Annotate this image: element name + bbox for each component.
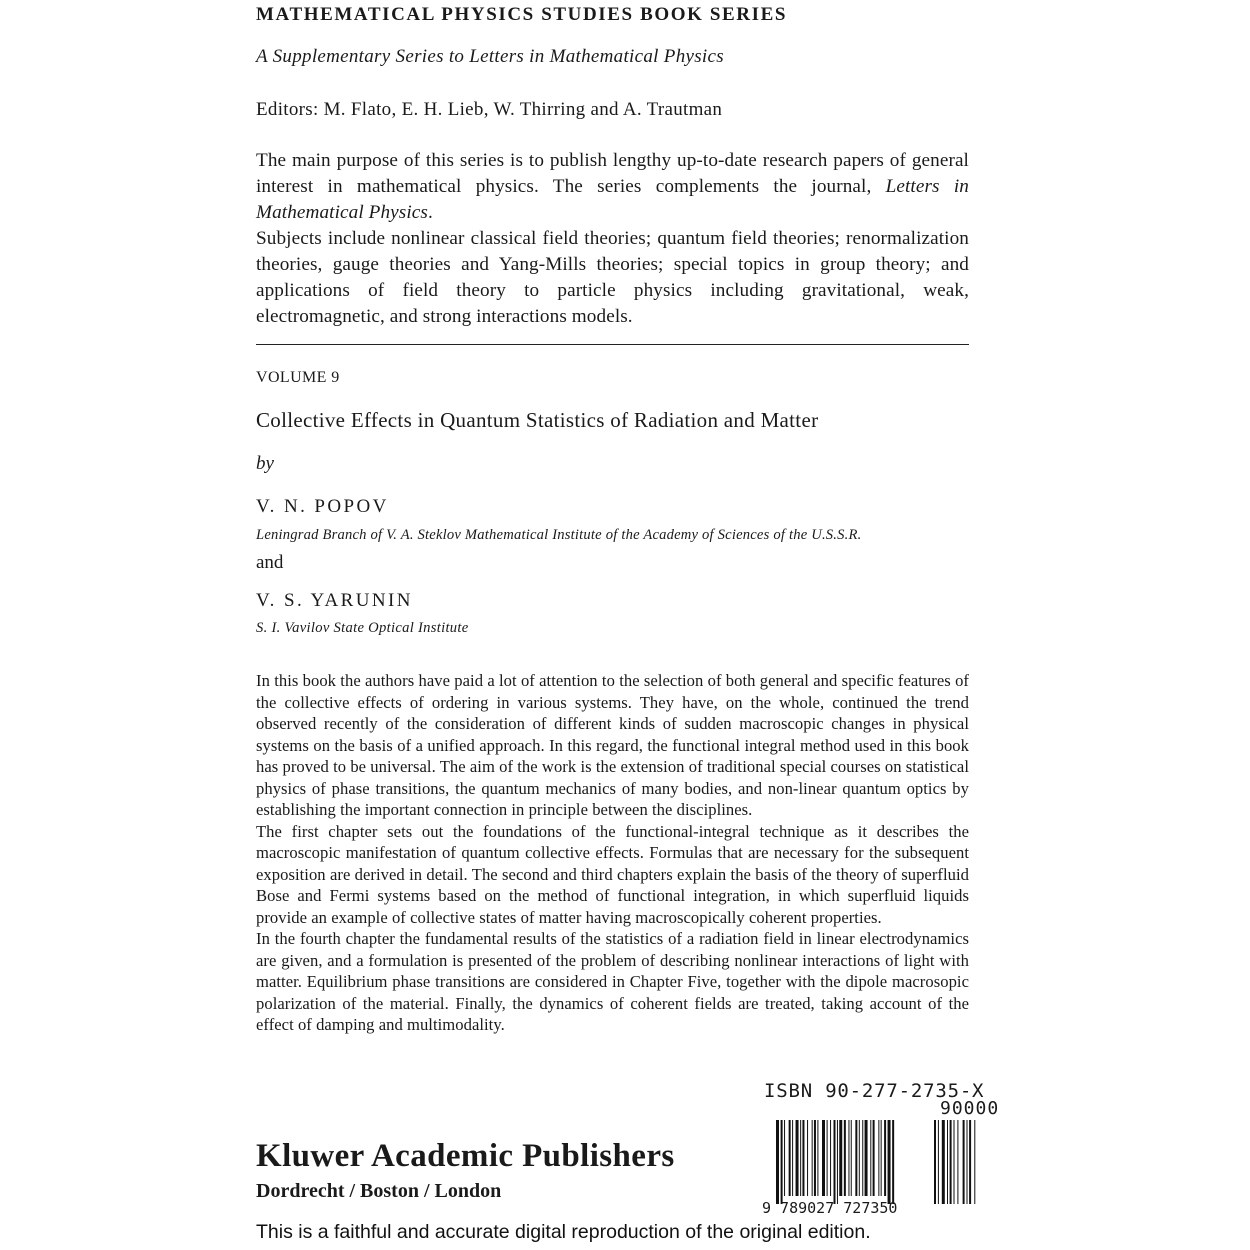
barcode-addon-bar bbox=[942, 1120, 945, 1204]
barcode-bar bbox=[776, 1120, 779, 1204]
barcode-bar bbox=[802, 1120, 804, 1196]
description-paragraph-3: In the fourth chapter the fundamental results of the statistics of a radiation field in linear electrodynamics are given, and a formulation is presented of the problem of describing nonlinear interactions of light with matter. Equilibrium phase transitions are considered in Chapter Five, together with the dipole macrosopic polarization of the material. Finally, the dynamics of coherent fields are treated, taking account of the effect of damping and multimodality. bbox=[256, 929, 969, 1034]
barcode-bar bbox=[844, 1120, 846, 1196]
barcode-bar bbox=[789, 1120, 791, 1196]
barcode-addon-bar bbox=[969, 1120, 971, 1204]
barcode-bar bbox=[881, 1120, 882, 1196]
barcode-addon-bar bbox=[938, 1120, 939, 1204]
journal-name: Letters in Mathematical Physics bbox=[256, 176, 969, 223]
description-paragraph-1: In this book the authors have paid a lot of attention to the selection of both general and specific features of the collective effects of ordering in various systems. They have, on the whole, continued the trend observed recently of the consideration of different kinds of sudden macroscopic changes in physical systems on the basis of a unified approach. In this regard, the functional integral method used in this book has proved to be universal. The aim of the work is the extension of traditional special courses on statistical physics of phase transitions, the quantum mechanics of many bodies, and non-linear quantum optics by establishing the important connection in principle between the disciplines. bbox=[256, 671, 969, 819]
barcode-bar bbox=[892, 1120, 894, 1204]
book-description bbox=[256, 670, 969, 1036]
isbn-barcode bbox=[762, 1080, 1007, 1220]
barcode-addon-bar bbox=[934, 1120, 936, 1204]
series-title: MATHEMATICAL PHYSICS STUDIES BOOK SERIES bbox=[256, 4, 788, 25]
barcode-bar bbox=[822, 1120, 825, 1196]
barcode-bar bbox=[807, 1120, 808, 1196]
series-purpose bbox=[256, 148, 969, 330]
subjects-paragraph: Subjects include nonlinear classical field theories; quantum field theories; renormalization theories, gauge theories and Yang-Mills theories; special topics in group theory; and applications of field theory to particle physics including gravitational, weak, electromagnetic, and strong interactions models. bbox=[256, 228, 969, 327]
description-paragraph-2: The first chapter sets out the foundations of the functional-integral technique as it describes the macroscopic manifestation of quantum collective effects. Formulas that are necessary for the subsequent exposition are derived in detail. The second and third chapters explain the basis of the theory of superfluid Bose and Fermi systems based on the method of functional integration, in which superfluid liquids provide an example of collective states of matter having macroscopically coherent properties. bbox=[256, 821, 969, 927]
barcode-addon-bar bbox=[947, 1120, 948, 1204]
author-yarunin: V. S. YARUNIN bbox=[256, 590, 413, 611]
barcode-bar bbox=[792, 1120, 793, 1196]
publisher-cities: Dordrecht / Boston / London bbox=[256, 1180, 502, 1202]
affiliation-yarunin: S. I. Vavilov State Optical Institute bbox=[256, 620, 469, 636]
barcode-bar bbox=[865, 1120, 868, 1196]
barcode-addon-bar bbox=[950, 1120, 952, 1204]
barcode-bars bbox=[776, 1120, 1004, 1204]
barcode-bar bbox=[812, 1120, 813, 1196]
barcode-bar bbox=[855, 1120, 857, 1196]
horizontal-rule bbox=[256, 344, 969, 345]
barcode-addon-bar bbox=[957, 1120, 958, 1204]
barcode-addon-bar bbox=[967, 1120, 968, 1204]
barcode-bar bbox=[817, 1120, 818, 1196]
by-label: by bbox=[256, 453, 274, 474]
book-title: Collective Effects in Quantum Statistics of Radiation and Matter bbox=[256, 408, 819, 432]
barcode-bar bbox=[851, 1120, 852, 1196]
series-editors: Editors: M. Flato, E. H. Lieb, W. Thirring and A. Trautman bbox=[256, 99, 723, 120]
barcode-bar bbox=[873, 1120, 875, 1196]
barcode-addon-bar bbox=[974, 1120, 975, 1204]
barcode-bar bbox=[781, 1120, 783, 1204]
purpose-paragraph bbox=[256, 148, 969, 226]
barcode-bar bbox=[814, 1120, 816, 1196]
affiliation-popov: Leningrad Branch of V. A. Steklov Mathematical Institute of the Academy of Sciences of the U.S.S.R. bbox=[256, 527, 862, 543]
barcode-bar bbox=[837, 1120, 838, 1204]
barcode-bar bbox=[834, 1120, 836, 1204]
purpose-text-end: . bbox=[427, 202, 433, 223]
barcode-bar bbox=[878, 1120, 879, 1196]
barcode-bar bbox=[884, 1120, 886, 1196]
ean-digits: 9 789027 727350 bbox=[762, 1199, 898, 1217]
and-label: and bbox=[256, 552, 284, 573]
barcode-addon-number: 90000 bbox=[940, 1098, 1000, 1119]
barcode-bar bbox=[784, 1120, 785, 1196]
barcode-bar bbox=[888, 1120, 891, 1204]
reproduction-note: This is a faithful and accurate digital reproduction of the original edition. bbox=[256, 1221, 871, 1243]
isbn-number: ISBN 90-277-2735-X bbox=[764, 1080, 985, 1102]
barcode-bar bbox=[848, 1120, 849, 1196]
volume-label: VOLUME 9 bbox=[256, 369, 340, 386]
barcode-bar bbox=[870, 1120, 871, 1196]
publisher-name: Kluwer Academic Publishers bbox=[256, 1138, 675, 1174]
author-popov: V. N. POPOV bbox=[256, 496, 389, 517]
barcode-addon-bar bbox=[963, 1120, 965, 1204]
barcode-bar bbox=[827, 1120, 828, 1196]
barcode-addon-bar bbox=[954, 1120, 955, 1204]
barcode-bar bbox=[839, 1120, 842, 1196]
barcode-bar bbox=[796, 1120, 799, 1196]
barcode-bar bbox=[859, 1120, 860, 1196]
purpose-text: The main purpose of this series is to publish lengthy up-to-date research papers of general interest in mathematical physics. The series complements the journal, bbox=[256, 150, 969, 197]
barcode-bar bbox=[800, 1120, 801, 1196]
barcode-bar bbox=[862, 1120, 863, 1196]
barcode-bar bbox=[830, 1120, 831, 1196]
series-subtitle: A Supplementary Series to Letters in Mathematical Physics bbox=[256, 46, 724, 67]
